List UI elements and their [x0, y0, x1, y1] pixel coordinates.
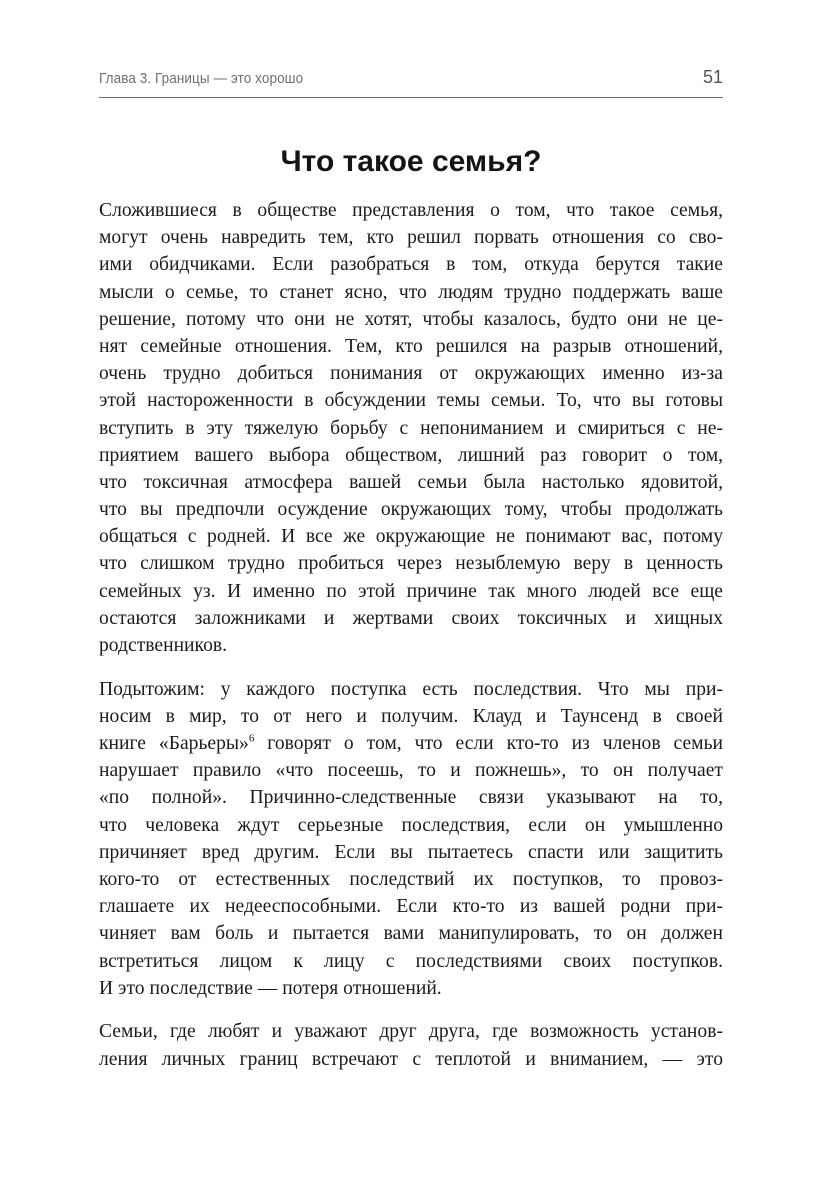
paragraph-2 [99, 676, 723, 1002]
chapter-title: Глава 3. Границы — это хорошо [99, 70, 304, 87]
text-line: носим в мир, то от него и получим. Клауд и Таунсенд в своей [99, 705, 723, 727]
paragraph-3 [99, 1018, 723, 1072]
text-line: общаться с родней. И все же окружающие не понимают вас, потому [99, 526, 723, 548]
text-line: что токсичная атмосфера вашей семьи была настолько ядовитой, [99, 471, 723, 493]
text-line: могут очень навредить тем, кто решил порвать отношения со сво- [99, 227, 723, 249]
text-line: вступить в эту тяжелую борьбу с непониманием и смириться с не- [99, 417, 723, 439]
page-number: 51 [702, 67, 723, 87]
footnote-line-start: книге «Барьеры» [99, 733, 249, 755]
text-line: остаются заложниками и жертвами своих токсичных и хищных [99, 607, 723, 629]
text-line: очень трудно добиться понимания от окружающих именно из-за [99, 363, 723, 385]
text-line: ими обидчиками. Если разобраться в том, откуда берутся такие [99, 254, 723, 276]
text-line: ления личных границ встречают с теплотой и вниманием, — это [99, 1048, 723, 1070]
running-header [99, 64, 723, 98]
text-line: «по полной». Причинно-следственные связи указывают на то, [99, 787, 723, 809]
text-line: решение, потому что они не хотят, чтобы казалось, будто они не це- [99, 308, 723, 330]
text-line: семейных уз. И именно по этой причине так много людей все еще [99, 580, 723, 602]
text-line: мысли о семье, то станет ясно, что людям трудно поддержать ваше [99, 281, 723, 303]
footnote-marker[interactable]: 6 [248, 732, 255, 745]
footnote-line-end: говорят о том, что если кто-то из членов семьи [254, 733, 724, 755]
text-line: что слишком трудно пробиться через незыблемую веру в ценность [99, 553, 723, 575]
text-line: чиняет вам боль и пытается вами манипулировать, то он должен [99, 923, 723, 945]
text-line: Семьи, где любят и уважают друг друга, где возможность установ- [99, 1021, 723, 1043]
text-line-with-footnote [99, 730, 723, 757]
text-line: причиняет вред другим. Если вы пытаетесь спасти или защитить [99, 841, 723, 863]
text-line: кого-то от естественных последствий их поступков, то провоз- [99, 869, 723, 890]
text-line: нят семейные отношения. Тем, кто решился на разрыв отношений, [99, 335, 723, 357]
text-line: приятием вашего выбора обществом, лишний раз говорит о том, [99, 444, 723, 466]
text-line: Сложившиеся в обществе представления о том, что такое семья, [99, 200, 723, 221]
paragraph-1 [99, 197, 723, 659]
text-line: И это последствие — потеря отношений. [99, 977, 442, 999]
text-line: Подытожим: у каждого поступка есть последствия. Что мы при- [99, 678, 723, 700]
body-text [99, 197, 723, 1089]
text-line: встретиться лицом к лицу с последствиями своих поступков. [99, 950, 723, 972]
text-line: родственников. [99, 635, 228, 656]
text-line: нарушает правило «что посеешь, то и пожнешь», то он получает [99, 760, 723, 782]
text-line: этой настороженности в обсуждении темы семьи. То, что вы готовы [99, 390, 723, 412]
text-line: глашаете их недееспособными. Если кто-то из вашей родни при- [99, 896, 723, 918]
text-line: что вы предпочли осуждение окружающих тому, чтобы продолжать [99, 499, 723, 521]
text-line: что человека ждут серьезные последствия, если он умышленно [99, 814, 723, 836]
section-title: Что такое семья? [280, 145, 542, 178]
